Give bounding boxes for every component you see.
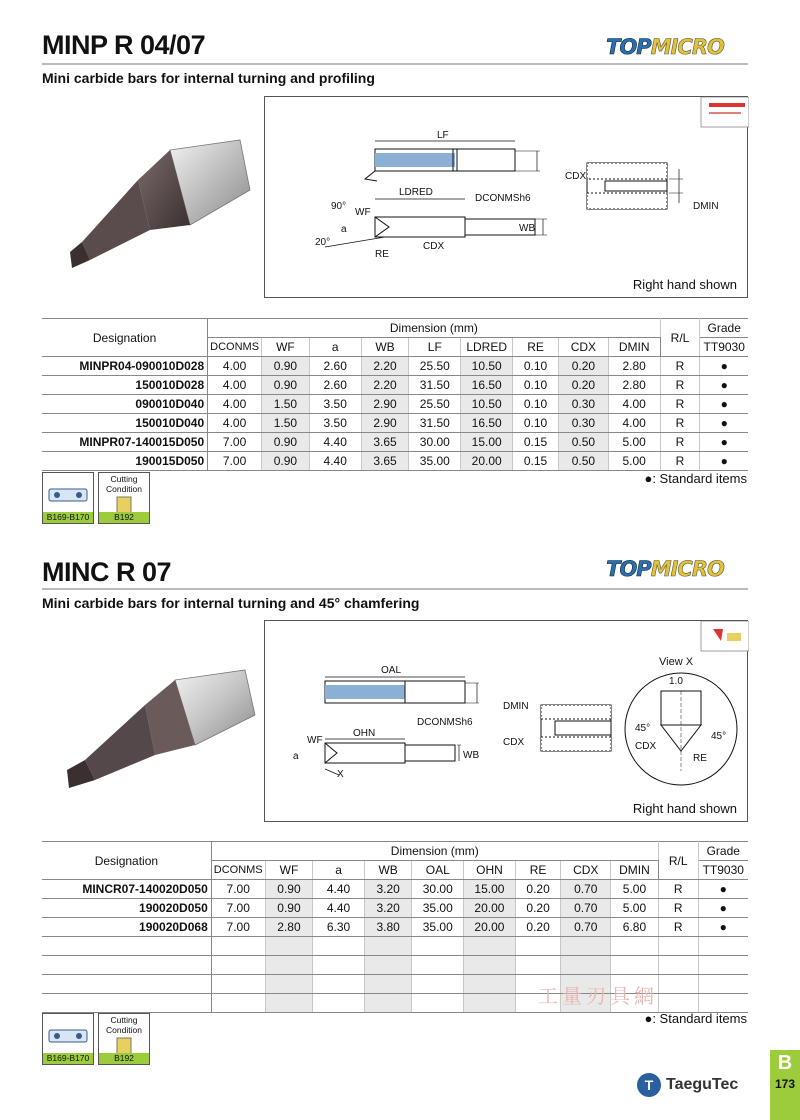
dimension-cell: 0.90 [265,880,313,899]
dimension-cell: 2.80 [608,357,660,376]
dimension-cell: 0.90 [262,376,310,395]
topmicro-logo: TOP MICRO [606,35,724,59]
designation-cell: MINCR07-140020D050 [42,880,211,899]
svg-text:DMIN: DMIN [503,701,529,712]
table-row [42,899,748,918]
dimension-cell: 0.15 [513,452,559,471]
dimension-cell: 1.50 [262,414,310,433]
dimension-cell: 6.30 [313,918,365,937]
dimension-cell: 2.90 [361,414,409,433]
designation-cell: 090010D040 [42,395,208,414]
dimension-cell: 0.90 [262,357,310,376]
dimension-cell: 0.15 [513,433,559,452]
section-tab [770,1050,800,1120]
svg-text:1.0: 1.0 [669,676,683,687]
col-cdx: CDX [558,338,608,357]
bore-view [541,705,611,751]
dimension-cell: 2.90 [361,395,409,414]
grade-cell: ● [698,899,748,918]
empty-table-row [42,956,748,975]
col-wf: WF [262,338,310,357]
svg-text:90°: 90° [331,201,347,212]
svg-text:45°: 45° [635,723,651,734]
dimension-cell: 7.00 [208,433,262,452]
dimension-cell: 16.50 [461,376,513,395]
designation-cell: 150010D040 [42,414,208,433]
badge-insert-ref[interactable]: B169-B170 [42,472,94,524]
bar-top-view [365,141,540,181]
dimension-cell: 5.00 [611,880,659,899]
dimension-cell: 0.10 [513,376,559,395]
svg-text:CDX: CDX [565,171,587,182]
grade-header: Grade [700,319,748,338]
badge-cutting-condition[interactable]: Cutting Condition B192 [98,1013,150,1065]
section2-subtitle: Mini carbide bars for internal turning and 45° chamfering [42,595,420,611]
rl-cell: R [660,414,700,433]
designation-cell: 190020D068 [42,918,211,937]
dimension-cell: 2.60 [309,357,361,376]
rl-cell: R [660,376,700,395]
svg-text:T: T [644,1077,654,1093]
dimension-cell: 0.20 [558,376,608,395]
designation-cell: 190020D050 [42,899,211,918]
grade-header: Grade [698,842,748,861]
dimension-cell: 7.00 [208,452,262,471]
designation-cell: MINPR04-090010D028 [42,357,208,376]
dimension-cell: 31.50 [409,376,461,395]
col-wb: WB [364,861,412,880]
dimension-cell: 5.00 [608,433,660,452]
svg-text:X: X [337,769,344,780]
dimension-cell: 15.00 [461,433,513,452]
svg-text:OHN: OHN [353,728,376,739]
svg-text:CDX: CDX [423,241,445,252]
insert-bar-icon [43,1016,93,1056]
dimension-cell: 31.50 [409,414,461,433]
dimension-cell: 2.20 [361,357,409,376]
dimension-cell: 0.20 [515,880,561,899]
svg-text:RE: RE [693,753,707,764]
dimension-cell: 2.80 [265,918,313,937]
rl-header: R/L [658,842,698,880]
table-row [42,376,748,395]
dimension-cell: 5.00 [611,899,659,918]
svg-text:OAL: OAL [381,665,402,676]
dimension-cell: 1.50 [262,395,310,414]
svg-text:LDRED: LDRED [399,187,433,198]
dimension-cell: 0.20 [558,357,608,376]
dimension-cell: 4.00 [608,395,660,414]
table-row [42,357,748,376]
dimension-cell: 0.30 [558,395,608,414]
legend-standard-items-2: ●: Standard items [644,1011,747,1026]
rl-cell: R [660,357,700,376]
grade-cell: ● [700,357,748,376]
dimension-cell: 0.70 [561,880,611,899]
svg-text:CDX: CDX [635,741,657,752]
col-ohn: OHN [464,861,516,880]
reference-badges-2 [42,1013,150,1065]
svg-text:LF: LF [437,130,449,141]
svg-text:CDX: CDX [503,737,525,748]
svg-text:WF: WF [355,207,371,218]
dimension-cell: 7.00 [211,899,265,918]
dimension-cell: 0.90 [262,433,310,452]
section1-title: MINP R 04/07 [42,30,206,60]
dimension-cell: 2.80 [608,376,660,395]
tool-photo-minp [60,120,260,280]
dimension-cell: 20.00 [464,918,516,937]
page-number: 173 [774,1077,796,1091]
col-dmin: DMIN [608,338,660,357]
dimension-cell: 3.80 [364,918,412,937]
col-dmin: DMIN [611,861,659,880]
grade-cell: ● [698,918,748,937]
dimension-cell: 25.50 [409,395,461,414]
dimension-cell: 0.20 [515,918,561,937]
rl-cell: R [660,395,700,414]
rl-cell: R [660,452,700,471]
diagram-caption: Right hand shown [632,277,737,292]
rl-cell: R [658,880,698,899]
spec-table-minp [42,318,748,471]
dimension-cell: 6.80 [611,918,659,937]
col-wb: WB [361,338,409,357]
rl-cell: R [658,918,698,937]
dimension-cell: 3.50 [309,414,361,433]
dimension-cell: 30.00 [409,433,461,452]
section1-subtitle: Mini carbide bars for internal turning and profiling [42,70,375,86]
dimension-cell: 0.10 [513,395,559,414]
dimension-cell: 0.10 [513,414,559,433]
dimension-cell: 0.30 [558,414,608,433]
dimension-cell: 0.50 [558,433,608,452]
table-row [42,433,748,452]
designation-cell: 190015D050 [42,452,208,471]
designation-header: Designation [42,319,208,357]
table-row [42,395,748,414]
dimension-cell: 15.00 [464,880,516,899]
dimension-cell: 4.40 [309,452,361,471]
dimension-cell: 16.50 [461,414,513,433]
badge-cutting-condition[interactable]: Cutting Condition B192 [98,472,150,524]
dimension-cell: 20.00 [461,452,513,471]
dimension-header: Dimension (mm) [211,842,658,861]
grade-cell: ● [700,433,748,452]
dimension-cell: 35.00 [409,452,461,471]
dimension-cell: 3.65 [361,433,409,452]
grade-name: TT9030 [698,861,748,880]
dimension-cell: 4.00 [208,414,262,433]
badge-insert-ref[interactable]: B169-B170 [42,1013,94,1065]
designation-header: Designation [42,842,211,880]
dimension-cell: 3.20 [364,880,412,899]
grade-cell: ● [700,414,748,433]
dimension-cell: 0.10 [513,357,559,376]
dimension-cell: 2.20 [361,376,409,395]
svg-text:WB: WB [519,223,536,234]
grade-cell: ● [700,452,748,471]
dimension-cell: 35.00 [412,899,464,918]
dimension-cell: 20.00 [464,899,516,918]
dimension-cell: 3.65 [361,452,409,471]
col-dconms: DCONMS [211,861,265,880]
col-wf: WF [265,861,313,880]
svg-text:DMIN: DMIN [693,201,719,212]
dimension-cell: 4.40 [309,433,361,452]
col-a: a [313,861,365,880]
grade-cell: ● [700,376,748,395]
svg-text:WB: WB [463,750,480,761]
dimension-cell: 5.00 [608,452,660,471]
diagram-caption: Right hand shown [632,801,737,816]
dimension-cell: 4.00 [608,414,660,433]
dimension-cell: 0.70 [561,918,611,937]
designation-cell: 150010D028 [42,376,208,395]
col-re: RE [513,338,559,357]
table-row [42,452,748,471]
svg-text:RE: RE [375,249,389,260]
topmicro-logo-2: TOP MICRO [606,557,724,581]
dimension-cell: 25.50 [409,357,461,376]
bar-top-view [325,677,479,703]
col-a: a [309,338,361,357]
svg-text:View X: View X [659,656,694,668]
dimension-cell: 4.40 [313,880,365,899]
col-lf: LF [409,338,461,357]
section2-title: MINC R 07 [42,557,172,587]
dimension-cell: 0.90 [265,899,313,918]
dimension-cell: 30.00 [412,880,464,899]
svg-text:a: a [341,224,347,235]
dimension-cell: 7.00 [211,880,265,899]
dimension-cell: 4.40 [313,899,365,918]
svg-text:20°: 20° [315,237,331,248]
empty-table-row [42,937,748,956]
col-cdx: CDX [561,861,611,880]
col-oal: OAL [412,861,464,880]
grade-name: TT9030 [700,338,748,357]
table-row [42,918,748,937]
dimension-cell: 0.90 [262,452,310,471]
grade-cell: ● [698,880,748,899]
section2-rule [42,588,748,590]
svg-text:DCONMSh6: DCONMSh6 [475,193,531,204]
dimension-cell: 10.50 [461,395,513,414]
svg-text:a: a [293,751,299,762]
diagram-minp [264,96,748,298]
grade-cell: ● [700,395,748,414]
col-ldred: LDRED [461,338,513,357]
dimension-cell: 2.60 [309,376,361,395]
bore-view [587,163,683,209]
dimension-cell: 4.00 [208,376,262,395]
dimension-cell: 3.50 [309,395,361,414]
dimension-cell: 7.00 [211,918,265,937]
dimension-cell: 4.00 [208,395,262,414]
section1-rule [42,63,748,65]
dimension-cell: 0.50 [558,452,608,471]
legend-standard-items-1: ●: Standard items [644,471,747,486]
table-row [42,414,748,433]
diagram-minc [264,620,748,822]
rl-cell: R [660,433,700,452]
rl-header: R/L [660,319,700,357]
svg-text:45°: 45° [711,731,727,742]
designation-cell: MINPR07-140015D050 [42,433,208,452]
col-dconms: DCONMS [208,338,262,357]
dimension-cell: 4.00 [208,357,262,376]
watermark: 工量刃具網 [538,984,658,1008]
dimension-cell: 0.20 [515,899,561,918]
rl-cell: R [658,899,698,918]
dimension-cell: 3.20 [364,899,412,918]
taegutec-logo: T TaeguTec [636,1072,738,1098]
dimension-cell: 35.00 [412,918,464,937]
svg-text:DCONMSh6: DCONMSh6 [417,717,473,728]
insert-bar-icon [43,475,93,515]
svg-text:WF: WF [307,735,323,746]
reference-badges-1 [42,472,150,524]
tab-letter: B [777,1052,793,1074]
dimension-cell: 0.70 [561,899,611,918]
dimension-header: Dimension (mm) [208,319,660,338]
taegutec-emblem-icon [636,1072,662,1098]
dimension-cell: 10.50 [461,357,513,376]
col-re: RE [515,861,561,880]
bar-side-view [325,739,461,775]
tool-photo-minc [55,660,260,800]
table-row [42,880,748,899]
